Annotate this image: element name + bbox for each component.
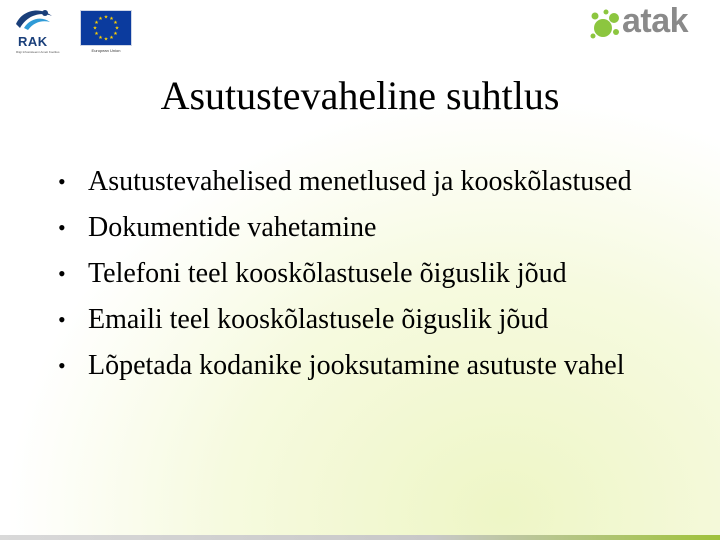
bullet-text: Asutustevahelised menetlused ja kooskõlastused bbox=[88, 166, 632, 197]
bullet-icon: • bbox=[58, 307, 66, 332]
bullet-item bbox=[50, 347, 690, 384]
bullet-icon: • bbox=[58, 169, 66, 194]
eu-star-icon: ★ bbox=[94, 21, 99, 27]
rak-logo bbox=[14, 6, 64, 56]
eu-star-icon: ★ bbox=[113, 21, 118, 27]
eu-star-icon: ★ bbox=[114, 26, 120, 32]
bullet-item bbox=[50, 301, 690, 338]
bullet-icon: • bbox=[58, 261, 66, 286]
bullet-list bbox=[50, 163, 690, 393]
eu-star-icon: ★ bbox=[92, 26, 98, 32]
atak-logo-text: atak bbox=[622, 2, 689, 40]
eu-star-icon: ★ bbox=[103, 15, 109, 21]
eu-star-icon: ★ bbox=[109, 17, 114, 23]
eu-star-icon: ★ bbox=[103, 37, 109, 43]
slide-title: Asutustevaheline suhtlus bbox=[160, 73, 560, 118]
rak-logo-subtitle: Riigi Infosüsteemi Ameti Koolitus bbox=[16, 50, 60, 54]
bottom-divider bbox=[0, 535, 720, 540]
eu-logo bbox=[80, 10, 132, 54]
bullet-text: Emaili teel kooskõlastusele õiguslik jõud bbox=[88, 304, 549, 335]
rak-swoosh-icon bbox=[14, 6, 54, 34]
eu-caption: European Union bbox=[91, 48, 121, 53]
bullet-item bbox=[50, 209, 690, 246]
bullet-item bbox=[50, 163, 690, 200]
eu-star-icon: ★ bbox=[94, 32, 99, 38]
bullet-text: Dokumentide vahetamine bbox=[88, 212, 377, 243]
eu-star-icon: ★ bbox=[98, 17, 103, 23]
bullet-text: Telefoni teel kooskõlastusele õiguslik jõud bbox=[88, 258, 567, 289]
eu-star-icon: ★ bbox=[109, 36, 114, 42]
eu-star-icon: ★ bbox=[113, 32, 118, 38]
atak-logo bbox=[586, 4, 706, 44]
bullet-item bbox=[50, 255, 690, 292]
bullet-icon: • bbox=[58, 353, 66, 378]
bullet-icon: • bbox=[58, 215, 66, 240]
eu-flag-icon bbox=[80, 10, 132, 46]
atak-dots-icon bbox=[588, 8, 622, 42]
eu-star-icon: ★ bbox=[98, 36, 103, 42]
rak-logo-text: RAK bbox=[18, 34, 48, 49]
bullet-text: Lõpetada kodanike jooksutamine asutuste vahel bbox=[88, 350, 625, 381]
